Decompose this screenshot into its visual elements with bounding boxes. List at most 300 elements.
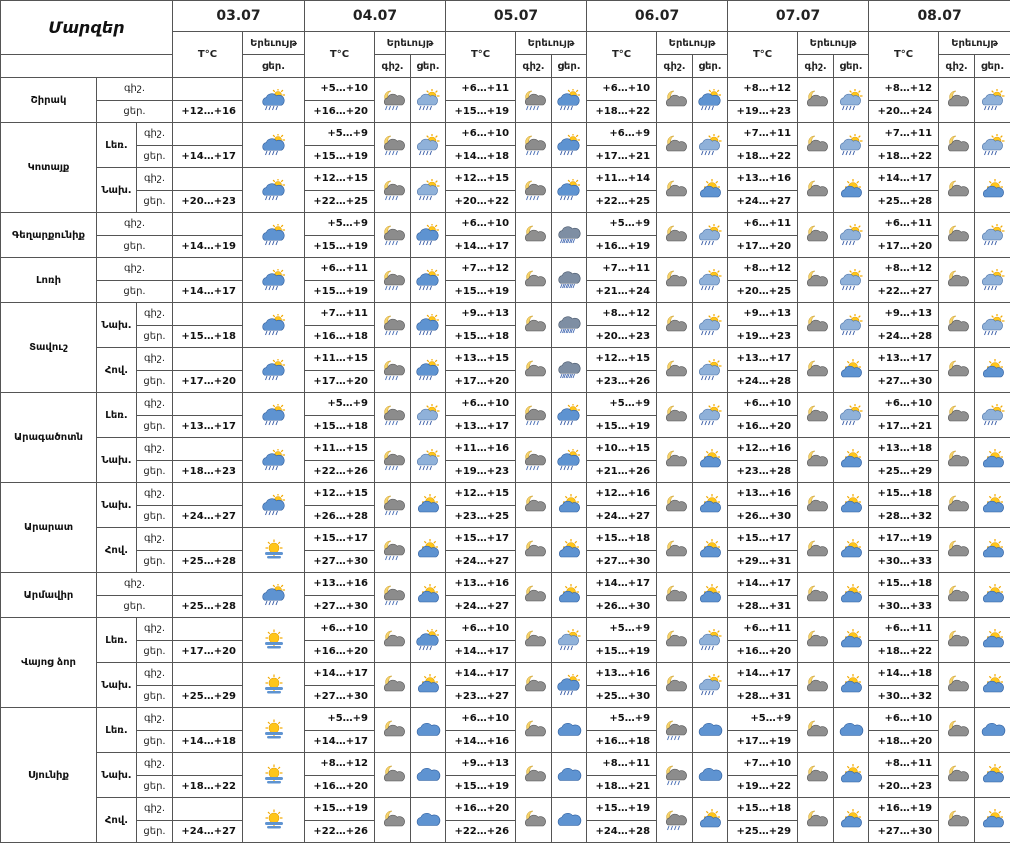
- phenomenon-day-header: ցեր.: [243, 55, 305, 78]
- phenomenon-night-header: գիշ.: [657, 55, 693, 78]
- weather-cloud-sun-rain-icon: [243, 393, 305, 438]
- weather-sun-cloud-icon: [693, 168, 728, 213]
- temperature: +8…+11: [869, 753, 939, 776]
- zone-name: Նախ.: [97, 168, 137, 213]
- weather-cloud-icon: [975, 708, 1010, 753]
- temperature: +26…+30: [587, 595, 657, 618]
- weather-moon-cloud-icon: [798, 438, 834, 483]
- temperature: +15…+19: [305, 280, 375, 303]
- weather-moon-cloud-rain-icon: [375, 348, 411, 393]
- temperature: +14…+18: [446, 145, 516, 168]
- temperature: +6…+10: [446, 618, 516, 641]
- temperature: [173, 483, 243, 506]
- temperature: +15…+17: [446, 528, 516, 551]
- weather-sun-cloud-icon: [834, 618, 869, 663]
- temperature: +17…+20: [173, 640, 243, 663]
- weather-cloud-sun-rain-icon: [243, 303, 305, 348]
- temperature: +15…+19: [587, 640, 657, 663]
- weather-sun-cloud-rain-icon: [975, 78, 1010, 123]
- temperature: +7…+11: [728, 123, 798, 146]
- temperature: +14…+17: [587, 573, 657, 596]
- table-row: [1, 618, 1010, 641]
- weather-cloud-sun-rain-icon: [552, 438, 587, 483]
- temp-header: T°C: [869, 32, 939, 78]
- weather-sun-cloud-rain-icon: [834, 393, 869, 438]
- temperature: +13…+16: [446, 573, 516, 596]
- temperature: +20…+23: [869, 775, 939, 798]
- weather-cloud-icon: [411, 753, 446, 798]
- temperature: +6…+10: [869, 393, 939, 416]
- time-of-day-label: ցեր.: [137, 370, 173, 393]
- temperature: +22…+25: [587, 190, 657, 213]
- phenomenon-header: Երեւույթ: [243, 32, 305, 55]
- zone-name: Նախ.: [97, 483, 137, 528]
- time-of-day-label: ցեր.: [137, 550, 173, 573]
- weather-sun-cloud-icon: [975, 618, 1010, 663]
- region-name: Գեղարքունիք: [1, 213, 97, 258]
- temperature: +27…+30: [305, 595, 375, 618]
- temperature: +25…+28: [173, 550, 243, 573]
- temperature: +13…+16: [728, 483, 798, 506]
- weather-cloud-icon: [693, 708, 728, 753]
- temperature: +21…+24: [587, 280, 657, 303]
- temperature: +8…+12: [728, 78, 798, 101]
- temperature: [173, 348, 243, 371]
- weather-moon-cloud-icon: [798, 663, 834, 708]
- weather-cloud-sun-rain-icon: [552, 663, 587, 708]
- temperature: +24…+28: [587, 820, 657, 843]
- weather-sun-haze-icon: [243, 618, 305, 663]
- temperature: +11…+15: [305, 438, 375, 461]
- weather-cloud-icon: [552, 753, 587, 798]
- weather-moon-cloud-icon: [375, 663, 411, 708]
- weather-sun-cloud-icon: [975, 348, 1010, 393]
- weather-moon-cloud-icon: [657, 618, 693, 663]
- table-row: [1, 168, 1010, 191]
- weather-cloud-icon: [552, 708, 587, 753]
- weather-moon-cloud-rain-icon: [375, 528, 411, 573]
- weather-moon-cloud-rain-icon: [516, 168, 552, 213]
- temperature: +6…+11: [728, 618, 798, 641]
- table-row: [1, 348, 1010, 371]
- weather-sun-cloud-icon: [975, 663, 1010, 708]
- temperature: [173, 708, 243, 731]
- weather-moon-cloud-rain-icon: [375, 303, 411, 348]
- temperature: +5…+9: [587, 393, 657, 416]
- temperature: [173, 798, 243, 821]
- temperature: +6…+10: [728, 393, 798, 416]
- weather-cloud-sun-rain-icon: [243, 168, 305, 213]
- phenomenon-day-header: ցեր.: [834, 55, 869, 78]
- temperature: +14…+17: [305, 663, 375, 686]
- weather-moon-cloud-icon: [516, 753, 552, 798]
- weather-sun-cloud-icon: [411, 528, 446, 573]
- temperature: [173, 213, 243, 236]
- weather-moon-cloud-icon: [516, 348, 552, 393]
- weather-moon-cloud-rain-icon: [375, 213, 411, 258]
- weather-sun-cloud-rain-icon: [693, 348, 728, 393]
- temperature: +22…+25: [305, 190, 375, 213]
- temperature: +15…+18: [305, 415, 375, 438]
- temperature: +14…+17: [173, 280, 243, 303]
- weather-cloud-sun-rain-icon: [243, 78, 305, 123]
- temperature: +16…+19: [587, 235, 657, 258]
- weather-sun-cloud-icon: [834, 528, 869, 573]
- weather-sun-haze-icon: [243, 663, 305, 708]
- weather-cloud-sun-rain-icon: [411, 348, 446, 393]
- weather-moon-cloud-icon: [798, 708, 834, 753]
- temperature: +27…+30: [587, 550, 657, 573]
- temperature: +14…+17: [446, 640, 516, 663]
- temperature: +19…+23: [728, 325, 798, 348]
- weather-sun-cloud-icon: [975, 798, 1010, 843]
- phenomenon-night-header: գիշ.: [516, 55, 552, 78]
- weather-cloud-sun-rain-icon: [411, 213, 446, 258]
- time-of-day-label: ցեր.: [137, 145, 173, 168]
- temperature: +7…+10: [728, 753, 798, 776]
- weather-sun-cloud-icon: [693, 573, 728, 618]
- weather-moon-cloud-icon: [657, 663, 693, 708]
- weather-moon-cloud-icon: [798, 348, 834, 393]
- temperature: +15…+19: [587, 415, 657, 438]
- weather-cloud-sun-rain-icon: [411, 303, 446, 348]
- temperature: +6…+11: [305, 258, 375, 281]
- weather-sun-cloud-icon: [975, 528, 1010, 573]
- weather-moon-cloud-rain-icon: [375, 258, 411, 303]
- time-of-day-label: ցեր.: [137, 505, 173, 528]
- weather-moon-cloud-icon: [516, 258, 552, 303]
- temperature: +20…+23: [587, 325, 657, 348]
- weather-sun-cloud-icon: [693, 798, 728, 843]
- weather-cloud-sun-rain-icon: [552, 123, 587, 168]
- temperature: +6…+11: [446, 78, 516, 101]
- time-of-day-label: ցեր.: [137, 775, 173, 798]
- weather-moon-cloud-icon: [939, 753, 975, 798]
- weather-sun-cloud-rain-icon: [411, 123, 446, 168]
- weather-moon-cloud-icon: [798, 168, 834, 213]
- weather-moon-cloud-icon: [939, 483, 975, 528]
- weather-sun-cloud-icon: [975, 483, 1010, 528]
- weather-moon-cloud-icon: [657, 258, 693, 303]
- time-of-day-label: գիշ.: [137, 168, 173, 191]
- time-of-day-label: ցեր.: [97, 100, 173, 123]
- weather-moon-cloud-icon: [516, 663, 552, 708]
- weather-moon-cloud-icon: [939, 798, 975, 843]
- temperature: [173, 618, 243, 641]
- weather-cloud-sun-rain-icon: [552, 78, 587, 123]
- temperature: +13…+17: [728, 348, 798, 371]
- temperature: +16…+20: [305, 640, 375, 663]
- weather-moon-cloud-icon: [657, 213, 693, 258]
- temperature: +27…+30: [305, 550, 375, 573]
- temperature: +20…+24: [869, 100, 939, 123]
- weather-sun-cloud-rain-icon: [975, 393, 1010, 438]
- temperature: +9…+13: [446, 753, 516, 776]
- temperature: +22…+26: [305, 820, 375, 843]
- time-of-day-label: գիշ.: [137, 663, 173, 686]
- temperature: +17…+19: [869, 528, 939, 551]
- temperature: +14…+18: [869, 663, 939, 686]
- weather-sun-cloud-icon: [411, 663, 446, 708]
- weather-cloud-sun-rain-icon: [243, 573, 305, 618]
- temperature: +13…+17: [446, 415, 516, 438]
- weather-moon-cloud-icon: [657, 528, 693, 573]
- weather-cloud-icon: [693, 753, 728, 798]
- temperature: +10…+15: [587, 438, 657, 461]
- temperature: +12…+16: [173, 100, 243, 123]
- temperature: +5…+9: [305, 213, 375, 236]
- table-row: [1, 708, 1010, 731]
- temperature: +15…+18: [587, 528, 657, 551]
- weather-moon-cloud-icon: [939, 303, 975, 348]
- temperature: +14…+18: [173, 730, 243, 753]
- weather-moon-cloud-icon: [516, 303, 552, 348]
- date-header: 08.07: [869, 1, 1010, 32]
- temperature: +14…+17: [728, 663, 798, 686]
- weather-moon-cloud-icon: [798, 753, 834, 798]
- time-of-day-label: գիշ.: [97, 78, 173, 101]
- temperature: +24…+27: [446, 595, 516, 618]
- temperature: +6…+10: [446, 393, 516, 416]
- time-of-day-label: գիշ.: [137, 798, 173, 821]
- region-name: Տավուշ: [1, 303, 97, 393]
- weather-cloud-sun-rain-icon: [243, 213, 305, 258]
- temperature: +23…+26: [587, 370, 657, 393]
- temperature: +19…+23: [446, 460, 516, 483]
- temperature: +11…+15: [305, 348, 375, 371]
- weather-moon-cloud-icon: [375, 708, 411, 753]
- weather-moon-cloud-icon: [939, 348, 975, 393]
- temperature: +5…+10: [305, 78, 375, 101]
- temperature: +26…+30: [728, 505, 798, 528]
- temperature: [173, 258, 243, 281]
- temperature: +25…+29: [728, 820, 798, 843]
- zone-name: Լեռ.: [97, 708, 137, 753]
- weather-moon-cloud-icon: [939, 213, 975, 258]
- temperature: +20…+22: [446, 190, 516, 213]
- weather-moon-cloud-icon: [798, 213, 834, 258]
- weather-moon-cloud-icon: [657, 78, 693, 123]
- temperature: +14…+16: [446, 730, 516, 753]
- weather-sun-cloud-icon: [693, 438, 728, 483]
- weather-sun-cloud-icon: [552, 573, 587, 618]
- table-row: [1, 798, 1010, 821]
- temperature: [173, 528, 243, 551]
- temperature: +20…+25: [728, 280, 798, 303]
- temperature: +15…+17: [305, 528, 375, 551]
- zone-name: Նախ.: [97, 438, 137, 483]
- table-row: [1, 258, 1010, 281]
- time-of-day-label: ցեր.: [137, 640, 173, 663]
- weather-sun-cloud-icon: [834, 753, 869, 798]
- weather-moon-cloud-icon: [798, 573, 834, 618]
- phenomenon-day-header: ցեր.: [552, 55, 587, 78]
- weather-cloud-sun-rain-icon: [552, 168, 587, 213]
- temperature: +6…+10: [587, 78, 657, 101]
- temperature: +5…+9: [587, 213, 657, 236]
- temperature: +18…+22: [173, 775, 243, 798]
- weather-cloud-rain-icon: [552, 258, 587, 303]
- weather-moon-cloud-icon: [798, 618, 834, 663]
- weather-moon-cloud-icon: [939, 168, 975, 213]
- temperature: +18…+21: [587, 775, 657, 798]
- temperature: +22…+26: [446, 820, 516, 843]
- time-of-day-label: ցեր.: [137, 460, 173, 483]
- temperature: +24…+27: [173, 505, 243, 528]
- region-name: Վայոց ձոր: [1, 618, 97, 708]
- temperature: +7…+11: [305, 303, 375, 326]
- weather-moon-cloud-icon: [939, 258, 975, 303]
- temperature: +15…+19: [305, 798, 375, 821]
- weather-cloud-rain-icon: [552, 303, 587, 348]
- weather-moon-cloud-icon: [939, 78, 975, 123]
- weather-moon-cloud-icon: [657, 483, 693, 528]
- weather-cloud-sun-rain-icon: [243, 123, 305, 168]
- temperature: +6…+9: [587, 123, 657, 146]
- weather-sun-cloud-icon: [834, 663, 869, 708]
- temperature: +6…+11: [728, 213, 798, 236]
- weather-moon-cloud-icon: [375, 753, 411, 798]
- table-row: [1, 393, 1010, 416]
- weather-sun-cloud-icon: [552, 483, 587, 528]
- temp-header: T°C: [446, 32, 516, 78]
- temperature: +24…+27: [728, 190, 798, 213]
- temperature: +16…+19: [869, 798, 939, 821]
- temperature: +5…+9: [587, 618, 657, 641]
- phenomenon-header: Երեւույթ: [375, 32, 446, 55]
- temperature: [173, 123, 243, 146]
- phenomenon-night-header: գիշ.: [939, 55, 975, 78]
- weather-moon-cloud-icon: [939, 573, 975, 618]
- weather-sun-cloud-rain-icon: [693, 618, 728, 663]
- weather-sun-cloud-rain-icon: [693, 663, 728, 708]
- temperature: +18…+20: [869, 730, 939, 753]
- regions-header-filler: [1, 55, 173, 78]
- time-of-day-label: գիշ.: [137, 618, 173, 641]
- weather-moon-cloud-icon: [798, 78, 834, 123]
- temperature: +30…+32: [869, 685, 939, 708]
- table-row: [1, 123, 1010, 146]
- temperature: +14…+17: [173, 145, 243, 168]
- weather-cloud-sun-rain-icon: [243, 438, 305, 483]
- temperature: +15…+19: [446, 775, 516, 798]
- temperature: +13…+17: [173, 415, 243, 438]
- weather-sun-cloud-icon: [834, 483, 869, 528]
- weather-moon-cloud-icon: [939, 123, 975, 168]
- temperature: +17…+20: [728, 235, 798, 258]
- time-of-day-label: գիշ.: [97, 258, 173, 281]
- temperature: +15…+18: [446, 325, 516, 348]
- temperature: [173, 573, 243, 596]
- weather-moon-cloud-icon: [516, 708, 552, 753]
- zone-name: Լեռ.: [97, 393, 137, 438]
- temperature: +16…+18: [587, 730, 657, 753]
- temperature: +26…+28: [305, 505, 375, 528]
- temperature: +6…+11: [869, 213, 939, 236]
- weather-cloud-sun-rain-icon: [552, 393, 587, 438]
- time-of-day-label: գիշ.: [97, 573, 173, 596]
- temperature: +30…+33: [869, 550, 939, 573]
- weather-sun-cloud-icon: [975, 438, 1010, 483]
- phenomenon-header: Երեւույթ: [516, 32, 587, 55]
- date-header: 04.07: [305, 1, 446, 32]
- zone-name: Հով.: [97, 528, 137, 573]
- phenomenon-header: Երեւույթ: [798, 32, 869, 55]
- weather-moon-cloud-icon: [798, 483, 834, 528]
- weather-sun-haze-icon: [243, 708, 305, 753]
- temperature: +16…+20: [305, 775, 375, 798]
- temperature: +22…+26: [305, 460, 375, 483]
- temperature: +15…+18: [173, 325, 243, 348]
- zone-name: Լեռ.: [97, 618, 137, 663]
- temperature: +18…+23: [173, 460, 243, 483]
- time-of-day-label: գիշ.: [137, 303, 173, 326]
- weather-moon-cloud-icon: [939, 708, 975, 753]
- weather-sun-cloud-rain-icon: [693, 258, 728, 303]
- zone-name: Նախ.: [97, 663, 137, 708]
- weather-moon-cloud-rain-icon: [516, 123, 552, 168]
- time-of-day-label: գիշ.: [137, 438, 173, 461]
- region-name: Շիրակ: [1, 78, 97, 123]
- temperature: +17…+21: [869, 415, 939, 438]
- temperature: +19…+22: [728, 775, 798, 798]
- temperature: +9…+13: [446, 303, 516, 326]
- temperature: +17…+19: [728, 730, 798, 753]
- temperature: +7…+11: [587, 258, 657, 281]
- weather-cloud-icon: [834, 708, 869, 753]
- temperature: +24…+27: [587, 505, 657, 528]
- temperature: +15…+19: [446, 100, 516, 123]
- weather-sun-cloud-icon: [693, 528, 728, 573]
- region-name: Լոռի: [1, 258, 97, 303]
- weather-sun-cloud-rain-icon: [834, 213, 869, 258]
- temperature: +13…+15: [446, 348, 516, 371]
- temperature: +5…+9: [728, 708, 798, 731]
- table-row: [1, 303, 1010, 326]
- table-row: [1, 483, 1010, 506]
- temperature: +20…+23: [173, 190, 243, 213]
- temperature: [173, 393, 243, 416]
- temperature: +14…+17: [446, 663, 516, 686]
- temperature: +28…+31: [728, 595, 798, 618]
- weather-cloud-rain-icon: [552, 348, 587, 393]
- weather-cloud-sun-rain-icon: [411, 618, 446, 663]
- weather-sun-cloud-icon: [975, 753, 1010, 798]
- temperature: +12…+15: [446, 168, 516, 191]
- temperature: +13…+18: [869, 438, 939, 461]
- weather-moon-cloud-icon: [375, 798, 411, 843]
- temperature: +24…+28: [728, 370, 798, 393]
- temperature: +13…+17: [869, 348, 939, 371]
- weather-sun-cloud-rain-icon: [975, 213, 1010, 258]
- table-row: [1, 438, 1010, 461]
- weather-moon-cloud-rain-icon: [375, 78, 411, 123]
- temperature: +12…+15: [305, 168, 375, 191]
- temperature: +18…+22: [869, 145, 939, 168]
- date-header: 03.07: [173, 1, 305, 32]
- weather-sun-cloud-rain-icon: [411, 78, 446, 123]
- weather-moon-cloud-icon: [516, 528, 552, 573]
- temperature: +27…+30: [869, 370, 939, 393]
- weather-moon-cloud-icon: [798, 303, 834, 348]
- weather-sun-cloud-rain-icon: [834, 78, 869, 123]
- temperature: +13…+16: [305, 573, 375, 596]
- weather-moon-cloud-icon: [516, 618, 552, 663]
- temperature: +17…+20: [446, 370, 516, 393]
- temperature: +14…+19: [173, 235, 243, 258]
- temperature: +13…+16: [728, 168, 798, 191]
- zone-name: Հով.: [97, 348, 137, 393]
